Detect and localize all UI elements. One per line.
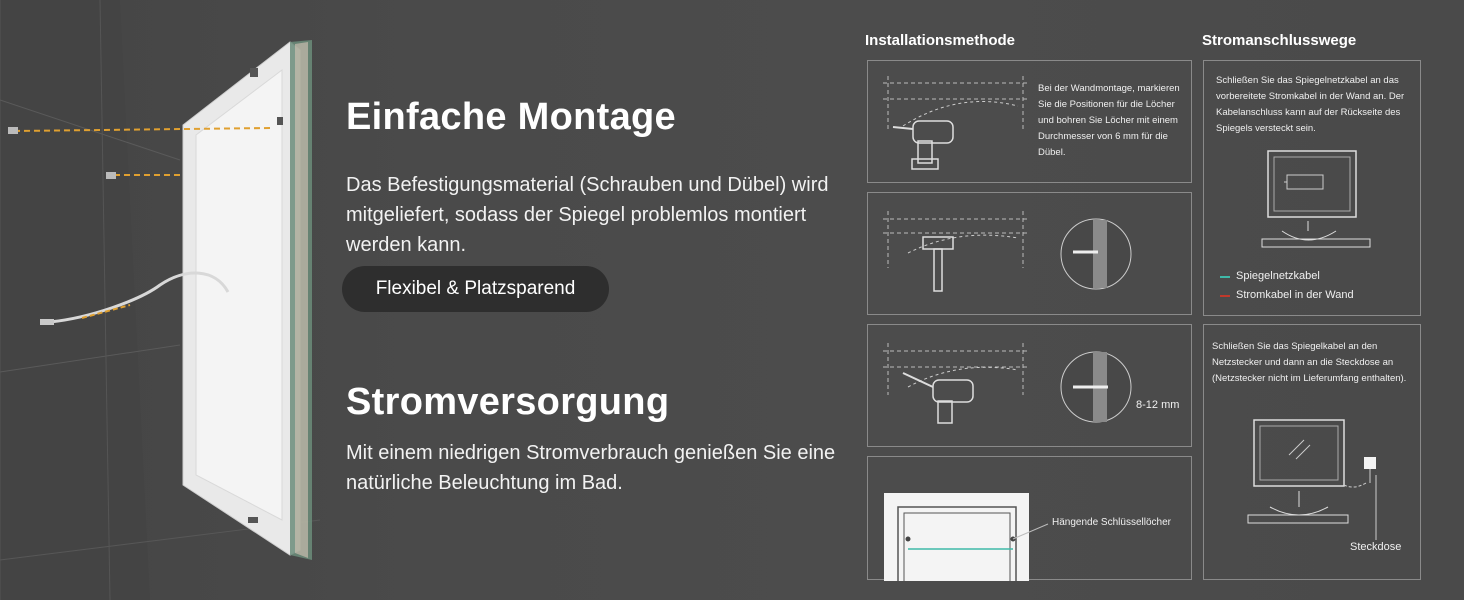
socket-label: Steckdose <box>1350 541 1402 553</box>
install-step-3 <box>867 324 1192 447</box>
install-step-1-text: Bei der Wandmontage, markieren Sie die Positionen für die Löcher und bohren Sie Löcher mit einem Durchmesser von 6 mm für die Dübel. <box>1038 83 1180 158</box>
legend-spiegelnetzkabel: Spiegelnetzkabel <box>1236 270 1320 282</box>
install-step-2 <box>867 192 1192 315</box>
install-step-4 <box>867 456 1192 580</box>
hammer-dowel-icon <box>868 193 1193 316</box>
strom-title: Stromversorgung <box>346 381 670 423</box>
montage-title: Einfache Montage <box>346 96 676 138</box>
legend-stromkabel: Stromkabel in der Wand <box>1236 289 1354 301</box>
montage-text: Das Befestigungsmaterial (Schrauben und Dübel) wird mitgeliefert, sodass der Spiegel problemlos montiert werden kann. <box>346 174 829 256</box>
connection-plug <box>1203 324 1421 580</box>
flexibel-badge: Flexibel & Platzsparend <box>342 266 609 312</box>
connection-hardwired <box>1203 60 1421 316</box>
strom-text: Mit einem niedrigen Stromverbrauch genießen Sie eine natürliche Beleuchtung im Bad. <box>346 442 836 494</box>
keyhole-label: Hängende Schlüssellöcher <box>1052 517 1171 528</box>
hardwired-text: Schließen Sie das Spiegelnetzkabel an das vorbereitete Stromkabel in der Wand an. Der Kabelanschluss kann auf der Rückseite des Spiegels versteckt sein. <box>1216 75 1405 134</box>
mirror-mounting-illustration <box>0 0 330 600</box>
installation-title: Installationsmethode <box>865 32 1016 49</box>
drill-depth-icon <box>868 325 1193 448</box>
legend-red-swatch <box>1220 295 1230 297</box>
depth-label: 8-12 mm <box>1136 399 1180 411</box>
stromanschluss-title: Stromanschlusswege <box>1202 32 1357 49</box>
legend-teal-swatch <box>1220 276 1230 278</box>
install-step-1 <box>867 60 1192 183</box>
plug-text: Schließen Sie das Spiegelkabel an den Netzstecker und dann an die Steckdose an (Netzstecker nicht im Lieferumfang enthalten). <box>1212 341 1407 384</box>
